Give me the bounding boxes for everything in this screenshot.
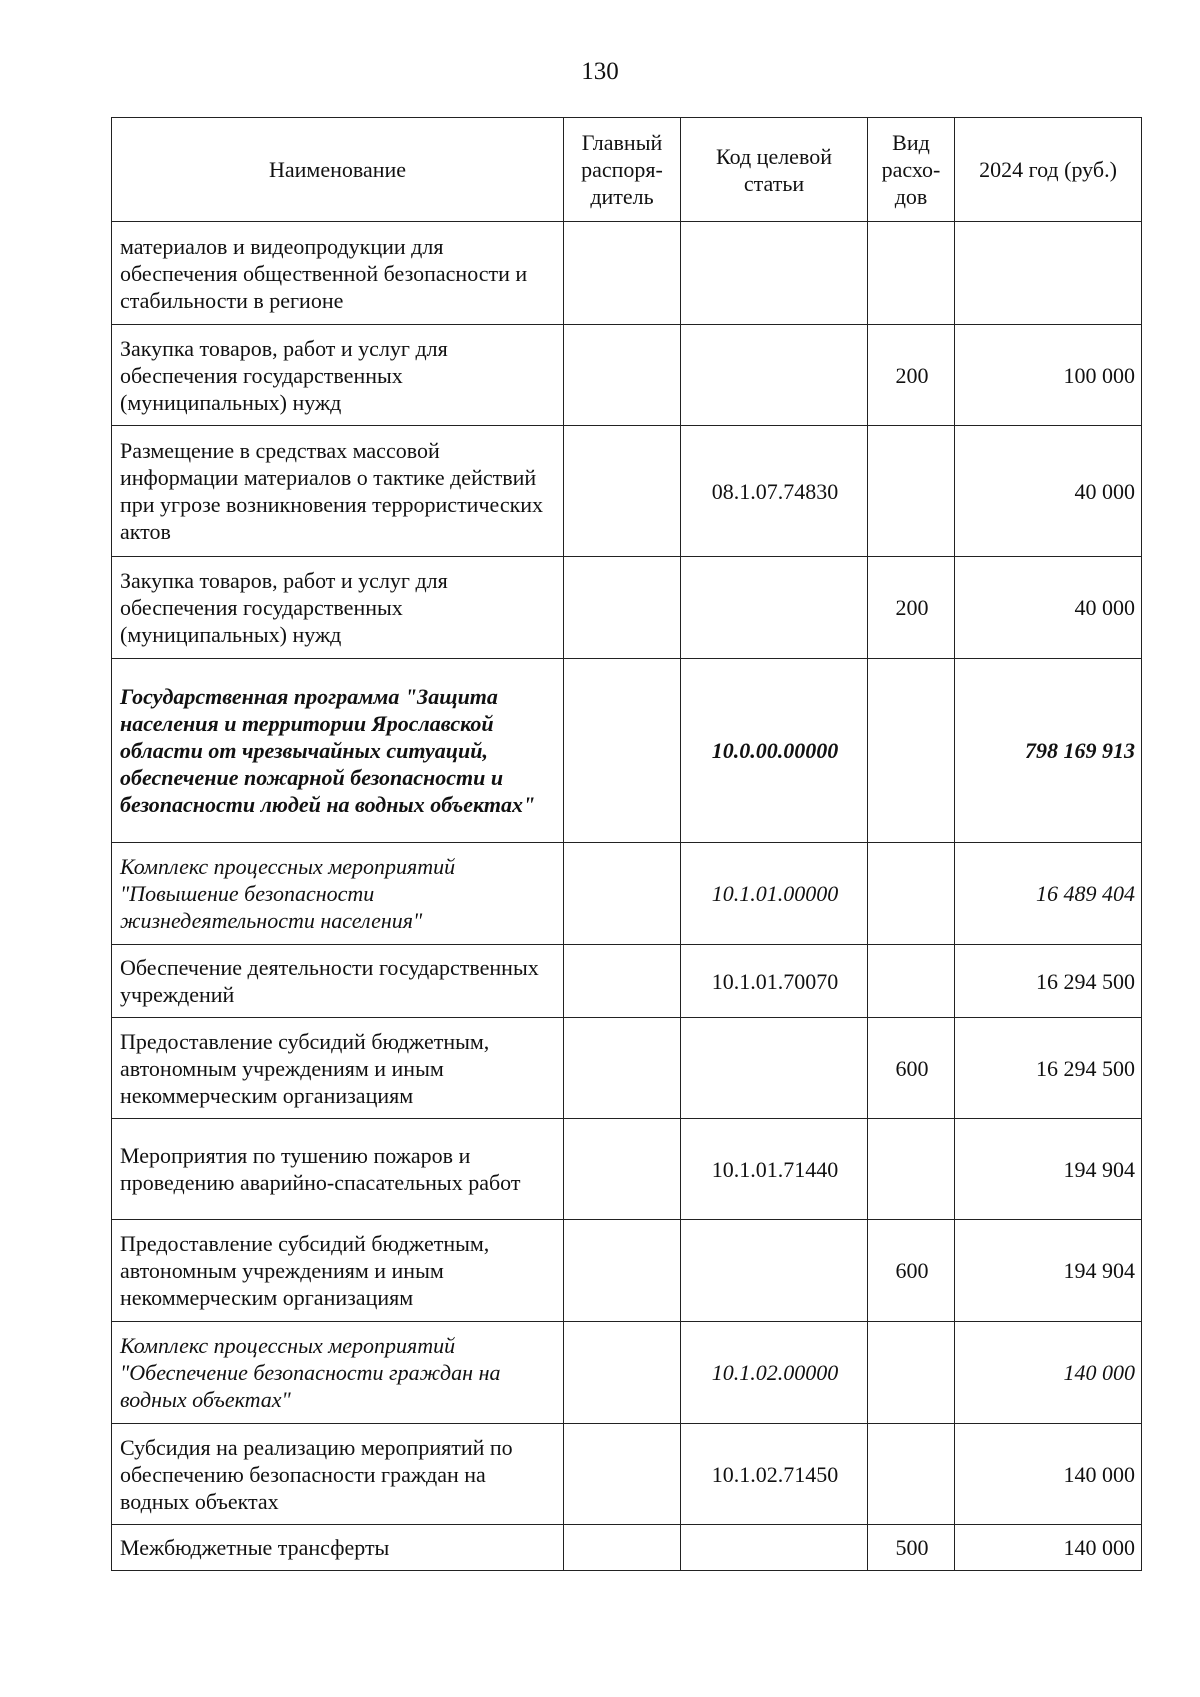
row-manager bbox=[564, 1424, 681, 1525]
row-amount: 16 489 404 bbox=[955, 843, 1142, 945]
row-amount bbox=[955, 222, 1142, 325]
row-name: Субсидия на реализацию мероприятий по обеспечению безопасности граждан на водных объектах bbox=[112, 1424, 564, 1525]
table-row bbox=[112, 557, 1142, 659]
table-row bbox=[112, 1119, 1142, 1220]
row-manager bbox=[564, 659, 681, 843]
row-code bbox=[681, 325, 868, 426]
row-code bbox=[681, 1525, 868, 1571]
row-name: материалов и видеопродукции для обеспечения общественной безопасности и стабильности в регионе bbox=[112, 222, 564, 325]
row-amount: 140 000 bbox=[955, 1322, 1142, 1424]
table-row bbox=[112, 426, 1142, 557]
row-name: Предоставление субсидий бюджетным, автономным учреждениям и иным некоммерческим организациям bbox=[112, 1220, 564, 1322]
row-name: Закупка товаров, работ и услуг для обеспечения государственных (муниципальных) нужд bbox=[112, 557, 564, 659]
row-amount: 40 000 bbox=[955, 426, 1142, 557]
row-kind bbox=[868, 945, 955, 1018]
row-code: 08.1.07.74830 bbox=[681, 426, 868, 557]
row-amount: 40 000 bbox=[955, 557, 1142, 659]
row-code: 10.1.02.71450 bbox=[681, 1424, 868, 1525]
table-row-complex bbox=[112, 1322, 1142, 1424]
table-row bbox=[112, 325, 1142, 426]
row-manager bbox=[564, 1018, 681, 1119]
row-kind: 200 bbox=[868, 557, 955, 659]
row-manager bbox=[564, 843, 681, 945]
row-manager bbox=[564, 222, 681, 325]
row-manager bbox=[564, 1220, 681, 1322]
row-amount: 798 169 913 bbox=[955, 659, 1142, 843]
row-code: 10.1.02.00000 bbox=[681, 1322, 868, 1424]
table-header-row bbox=[112, 118, 1142, 222]
row-kind: 600 bbox=[868, 1220, 955, 1322]
row-manager bbox=[564, 1119, 681, 1220]
row-kind bbox=[868, 1322, 955, 1424]
row-name: Мероприятия по тушению пожаров и проведению аварийно-спасательных работ bbox=[112, 1119, 564, 1220]
table-row bbox=[112, 222, 1142, 325]
row-code bbox=[681, 1018, 868, 1119]
row-name: Комплекс процессных мероприятий "Повышение безопасности жизнедеятельности населения" bbox=[112, 843, 564, 945]
table-row bbox=[112, 945, 1142, 1018]
row-kind bbox=[868, 659, 955, 843]
row-kind: 200 bbox=[868, 325, 955, 426]
row-code: 10.1.01.70070 bbox=[681, 945, 868, 1018]
table-row bbox=[112, 1220, 1142, 1322]
row-kind bbox=[868, 1119, 955, 1220]
row-amount: 16 294 500 bbox=[955, 945, 1142, 1018]
table-row-complex bbox=[112, 843, 1142, 945]
header-manager: Главный распоря-дитель bbox=[564, 118, 681, 222]
table-row-program bbox=[112, 659, 1142, 843]
row-kind bbox=[868, 222, 955, 325]
row-name: Комплекс процессных мероприятий "Обеспечение безопасности граждан на водных объектах" bbox=[112, 1322, 564, 1424]
row-kind: 600 bbox=[868, 1018, 955, 1119]
row-code bbox=[681, 222, 868, 325]
row-manager bbox=[564, 1525, 681, 1571]
row-manager bbox=[564, 426, 681, 557]
row-code bbox=[681, 557, 868, 659]
page-number: 130 bbox=[581, 58, 619, 85]
row-code: 10.0.00.00000 bbox=[681, 659, 868, 843]
row-amount: 194 904 bbox=[955, 1220, 1142, 1322]
header-name: Наименование bbox=[112, 118, 564, 222]
header-code: Код целевой статьи bbox=[681, 118, 868, 222]
row-name: Государственная программа "Защита населения и территории Ярославской области от чрезвычайных ситуаций, обеспечение пожарной безопасности и безопасности людей на водных объектах" bbox=[112, 659, 564, 843]
table-row bbox=[112, 1018, 1142, 1119]
row-code: 10.1.01.71440 bbox=[681, 1119, 868, 1220]
row-manager bbox=[564, 1322, 681, 1424]
budget-table bbox=[111, 117, 1142, 1571]
row-kind bbox=[868, 1424, 955, 1525]
header-amount: 2024 год (руб.) bbox=[955, 118, 1142, 222]
table-row bbox=[112, 1525, 1142, 1571]
row-amount: 140 000 bbox=[955, 1525, 1142, 1571]
row-name: Предоставление субсидий бюджетным, автономным учреждениям и иным некоммерческим организациям bbox=[112, 1018, 564, 1119]
row-manager bbox=[564, 325, 681, 426]
row-code: 10.1.01.00000 bbox=[681, 843, 868, 945]
row-amount: 16 294 500 bbox=[955, 1018, 1142, 1119]
row-amount: 100 000 bbox=[955, 325, 1142, 426]
header-kind: Вид расхо-дов bbox=[868, 118, 955, 222]
row-manager bbox=[564, 557, 681, 659]
row-name: Размещение в средствах массовой информации материалов о тактике действий при угрозе возникновения террористических актов bbox=[112, 426, 564, 557]
row-kind bbox=[868, 426, 955, 557]
row-kind: 500 bbox=[868, 1525, 955, 1571]
row-name: Закупка товаров, работ и услуг для обеспечения государственных (муниципальных) нужд bbox=[112, 325, 564, 426]
row-name: Межбюджетные трансферты bbox=[112, 1525, 564, 1571]
row-kind bbox=[868, 843, 955, 945]
row-code bbox=[681, 1220, 868, 1322]
table-row bbox=[112, 1424, 1142, 1525]
row-name: Обеспечение деятельности государственных учреждений bbox=[112, 945, 564, 1018]
row-amount: 140 000 bbox=[955, 1424, 1142, 1525]
row-amount: 194 904 bbox=[955, 1119, 1142, 1220]
row-manager bbox=[564, 945, 681, 1018]
